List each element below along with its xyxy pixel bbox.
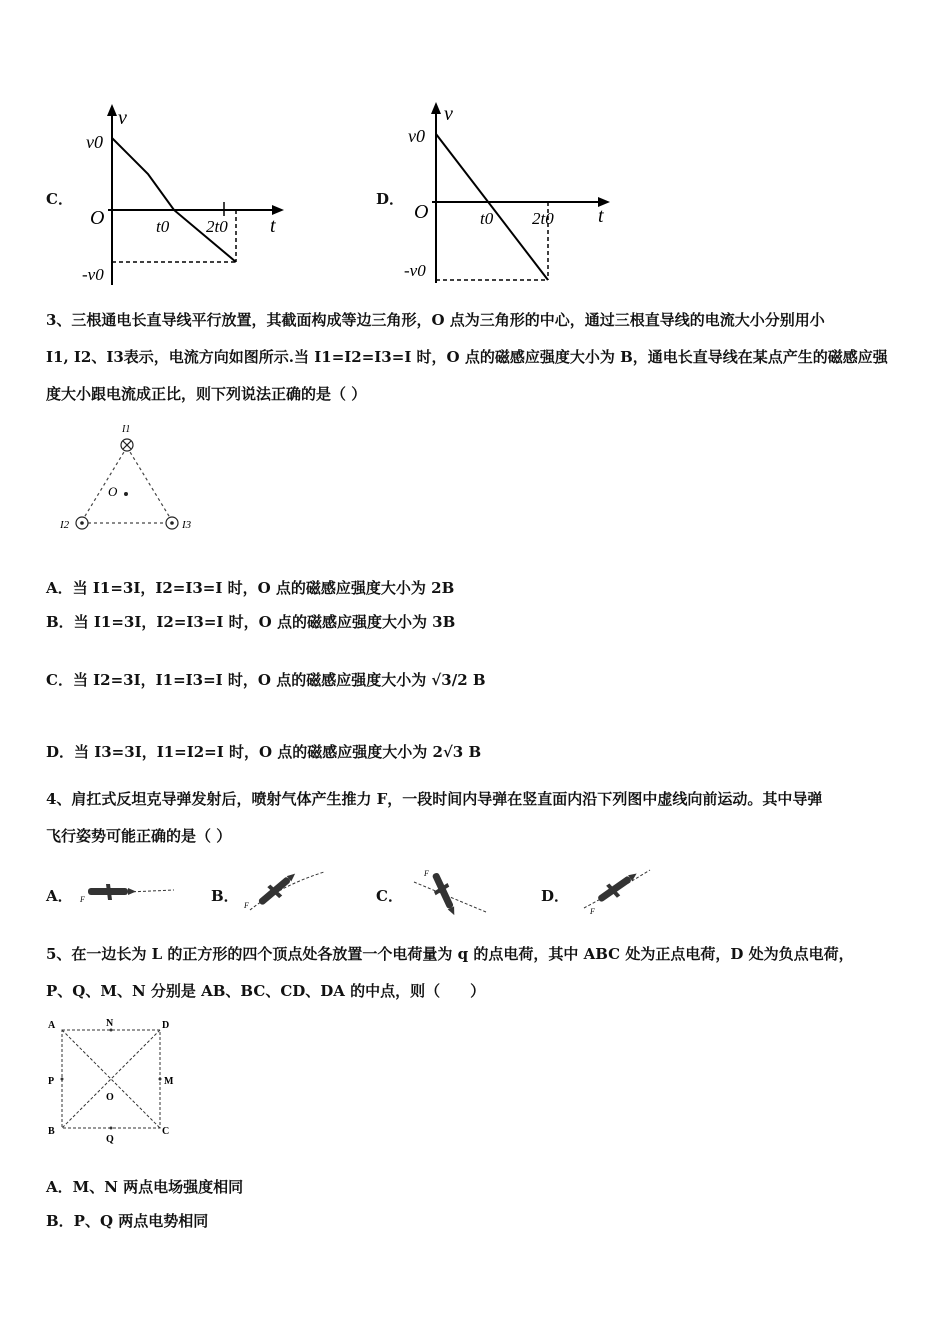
option-d-label: D．	[376, 190, 405, 208]
axis-label-v: v	[444, 103, 453, 125]
label-origin: O	[414, 201, 429, 223]
label-a: A	[48, 1020, 56, 1031]
question-5-line: P、Q、M、N 分别是 AB、BC、CD、DA 的中点，则（ ）	[46, 982, 486, 1000]
axis-label-t: t	[270, 215, 276, 237]
label-q: Q	[106, 1134, 114, 1145]
square-charges-figure	[40, 1014, 190, 1148]
label-v0: v0	[86, 132, 103, 152]
q3-option-a: A．当 I1=3I，I2=I3=I 时，O 点的磁感应强度大小为 2B	[46, 579, 455, 597]
label-i2: I2	[60, 519, 70, 531]
missile-figure-c	[410, 862, 490, 918]
label-t0: t0	[480, 209, 494, 228]
velocity-time-graph-c	[78, 100, 298, 290]
center-point	[124, 492, 128, 496]
velocity-line	[436, 134, 548, 280]
velocity-curve	[112, 138, 236, 262]
q4-option-b-label: B．	[211, 887, 239, 905]
label-i1: I1	[122, 424, 131, 435]
missile-icon	[595, 867, 642, 906]
option-c-label: C．	[46, 190, 73, 208]
label-neg-v0: -v0	[404, 261, 426, 280]
current-into-page-icon	[121, 439, 133, 451]
missile-figure-a	[76, 870, 176, 914]
question-3-text	[46, 302, 916, 413]
label-origin: O	[90, 207, 105, 229]
force-label: F	[80, 895, 85, 904]
label-2t0: 2t0	[206, 217, 228, 236]
current-out-of-page-icon	[166, 517, 178, 529]
axis-label-t: t	[598, 205, 604, 227]
label-neg-v0: -v0	[82, 265, 104, 284]
label-p: P	[48, 1076, 55, 1087]
question-4-line: 飞行姿势可能正确的是（ ）	[46, 827, 232, 845]
label-2t0: 2t0	[532, 209, 554, 228]
question-3-line: 3、三根通电长直导线平行放置，其截面构成等边三角形，O 点为三角形的中心，通过三根直导线的电流大小分别用小	[46, 311, 825, 329]
q3-option-b: B．当 I1=3I，I2=I3=I 时，O 点的磁感应强度大小为 3B	[46, 613, 456, 631]
current-out-of-page-icon	[76, 517, 88, 529]
q3-option-d: D．当 I3=3I，I1=I2=I 时，O 点的磁感应强度大小为 2√3 B	[46, 743, 482, 761]
force-label: F	[244, 901, 249, 910]
label-v0: v0	[408, 126, 425, 146]
v-axis-arrow-icon	[431, 102, 441, 114]
triangle-edge	[82, 447, 127, 521]
triangle-edge	[127, 447, 172, 521]
midpoint-q	[110, 1127, 113, 1130]
missile-icon	[88, 884, 136, 900]
midpoint-m	[159, 1078, 162, 1081]
label-n: N	[106, 1018, 114, 1029]
label-d: D	[162, 1020, 170, 1031]
force-label: F	[590, 907, 595, 916]
label-t0: t0	[156, 217, 170, 236]
midpoint-p	[61, 1078, 64, 1081]
question-4-text	[46, 781, 916, 855]
question-4-line: 4、肩扛式反坦克导弹发射后，喷射气体产生推力 F，一段时间内导弹在竖直面内沿下列图中虚线向前运动。其中导弹	[46, 790, 823, 808]
v-axis-arrow-icon	[107, 104, 117, 116]
label-m: M	[164, 1076, 174, 1087]
question-3-line: I1, I2、I3表示，电流方向如图所示.当 I1=I2=I3=I 时，O 点的磁感应强度大小为 B，通电长直导线在某点产生的磁感应强	[46, 348, 888, 366]
axis-label-v: v	[118, 107, 127, 129]
question-3-line: 度大小跟电流成正比，则下列说法正确的是（ ）	[46, 385, 367, 403]
force-label: F	[424, 869, 429, 878]
label-b: B	[48, 1126, 55, 1137]
missile-figure-d	[580, 862, 656, 918]
velocity-time-graph-d	[402, 98, 622, 290]
missile-figure-b	[240, 864, 330, 916]
label-i3: I3	[182, 519, 192, 531]
label-o: O	[106, 1092, 114, 1103]
t-axis-arrow-icon	[272, 205, 284, 215]
triangle-wires-figure	[58, 418, 208, 540]
q4-option-d-label: D．	[541, 887, 570, 905]
missile-icon	[427, 870, 461, 918]
q3-option-c: C．当 I2=3I，I1=I3=I 时，O 点的磁感应强度大小为 √3/2 B	[46, 671, 486, 689]
q4-option-c-label: C．	[376, 887, 403, 905]
question-5-line: 5、在一边长为 L 的正方形的四个顶点处各放置一个电荷量为 q 的点电荷，其中 ABC 处为正点电荷，D 处为负点电荷，	[46, 945, 854, 963]
missile-icon	[255, 868, 301, 910]
label-o: O	[108, 484, 118, 499]
question-5-text	[46, 936, 916, 1010]
q4-option-a-label: A．	[46, 887, 73, 905]
q5-option-b: B．P、Q 两点电势相同	[46, 1212, 209, 1230]
q5-option-a: A．M、N 两点电场强度相同	[46, 1178, 244, 1196]
label-c: C	[162, 1126, 170, 1137]
